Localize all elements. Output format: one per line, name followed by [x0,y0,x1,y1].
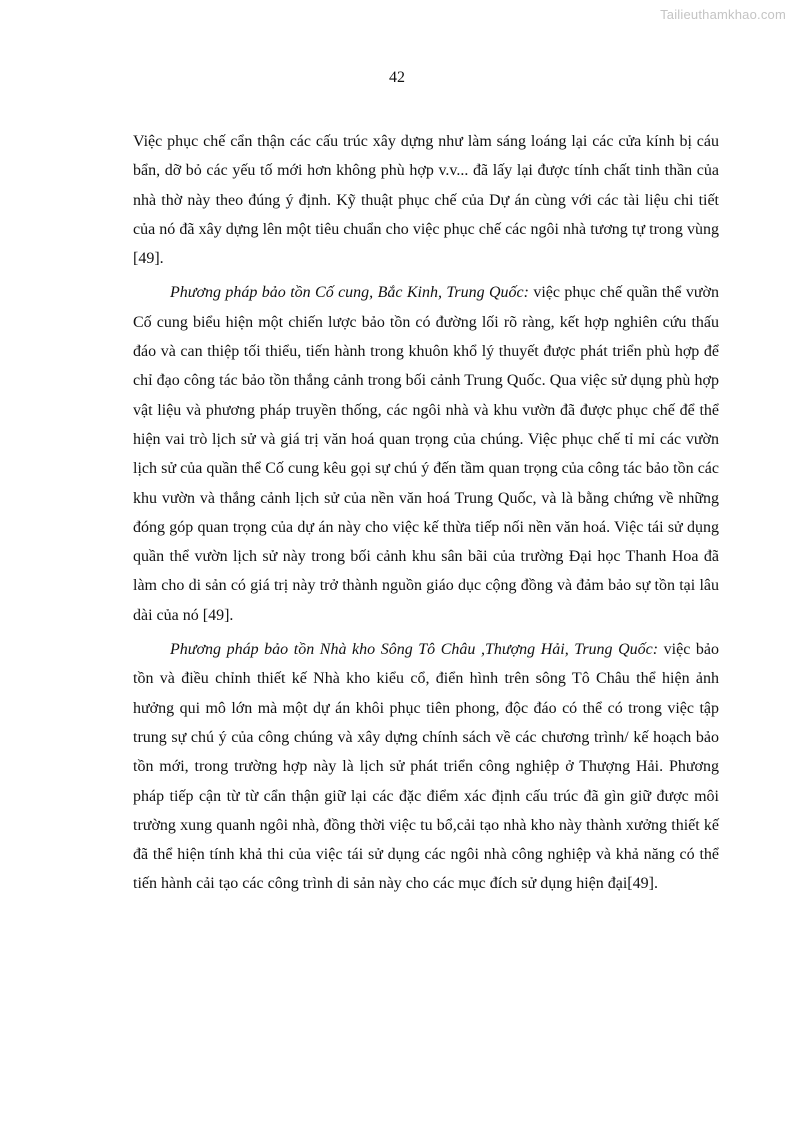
paragraph-3 [133,635,719,899]
paragraph-2-lead: Phương pháp bảo tồn Cố cung, Bắc Kinh, Trung Quốc: [170,284,529,302]
paragraph-1-text: Việc phục chế cẩn thận các cấu trúc xây dựng như làm sáng loáng lại các cửa kính bị cáu bẩn, dỡ bỏ các yếu tố mới hơn không phù hợp v.v... đã lấy lại được tính chất tinh thần của nhà thờ này theo đúng ý định. Kỹ thuật phục chế của Dự án cùng với các tài liệu chi tiết của nó đã xây dựng lên một tiêu chuẩn cho việc phục chế các ngôi nhà tương tự trong vùng [49]. [133,133,719,268]
watermark: Tailieuthamkhao.com [660,7,786,22]
page-number: 42 [389,69,405,86]
paragraph-2 [133,278,719,630]
paragraph-1 [133,127,719,273]
paragraph-2-text: việc phục chế quần thể vườn Cố cung biểu hiện một chiến lược bảo tồn có đường lối rõ ràng, kết hợp nghiên cứu thấu đáo và can thiệp tối thiểu, tiến hành trong khuôn khổ lý thuyết được phát triển phù hợp để chỉ đạo công tác bảo tồn thắng cảnh trong bối cảnh Trung Quốc. Qua việc sử dụng phù hợp vật liệu và phương pháp truyền thống, các ngôi nhà và khu vườn đã được phục chế để thể hiện vai trò lịch sử và giá trị văn hoá quan trọng của chúng. Việc phục chế tỉ mỉ các vườn lịch sử của quần thể Cố cung kêu gọi sự chú ý đến tầm quan trọng của công tác bảo tồn các khu vườn và thắng cảnh lịch sử của nền văn hoá Trung Quốc, và là bằng chứng về những đóng góp quan trọng của dự án này cho việc kế thừa tiếp nối nền văn hoá. Việc tái sử dụng quần thể vườn lịch sử này trong bối cảnh khu sân bãi của trường Đại học Thanh Hoa đã làm cho di sản có giá trị này trở thành nguồn giáo dục cộng đồng và đảm bảo sự tồn tại lâu dài của nó [49]. [133,284,720,624]
paragraph-3-text: việc bảo tồn và điều chỉnh thiết kế Nhà kho kiểu cổ, điển hình trên sông Tô Châu thể hiện ảnh hưởng qui mô lớn mà một dự án khôi phục tiên phong, độc đáo có thể có trong việc tập trung sự chú ý của công chúng và xây dựng chính sách về các chương trình/ kế hoạch bảo tồn mới, trong trường hợp này là lịch sử phát triển công nghiệp ở Thượng Hải. Phương pháp tiếp cận từ từ cẩn thận giữ lại các đặc điểm xác định cấu trúc đã gìn giữ được môi trường xung quanh ngôi nhà, đồng thời việc tu bổ,cải tạo nhà kho này thành xưởng thiết kế đã thể hiện tính khả thi của việc tái sử dụng các ngôi nhà công nghiệp và khả năng có thể tiến hành cải tạo các công trình di sản này cho các mục đích sử dụng hiện đại[49]. [133,641,720,893]
document-body [133,127,719,899]
paragraph-3-lead: Phương pháp bảo tồn Nhà kho Sông Tô Châu ,Thượng Hải, Trung Quốc: [170,641,659,659]
